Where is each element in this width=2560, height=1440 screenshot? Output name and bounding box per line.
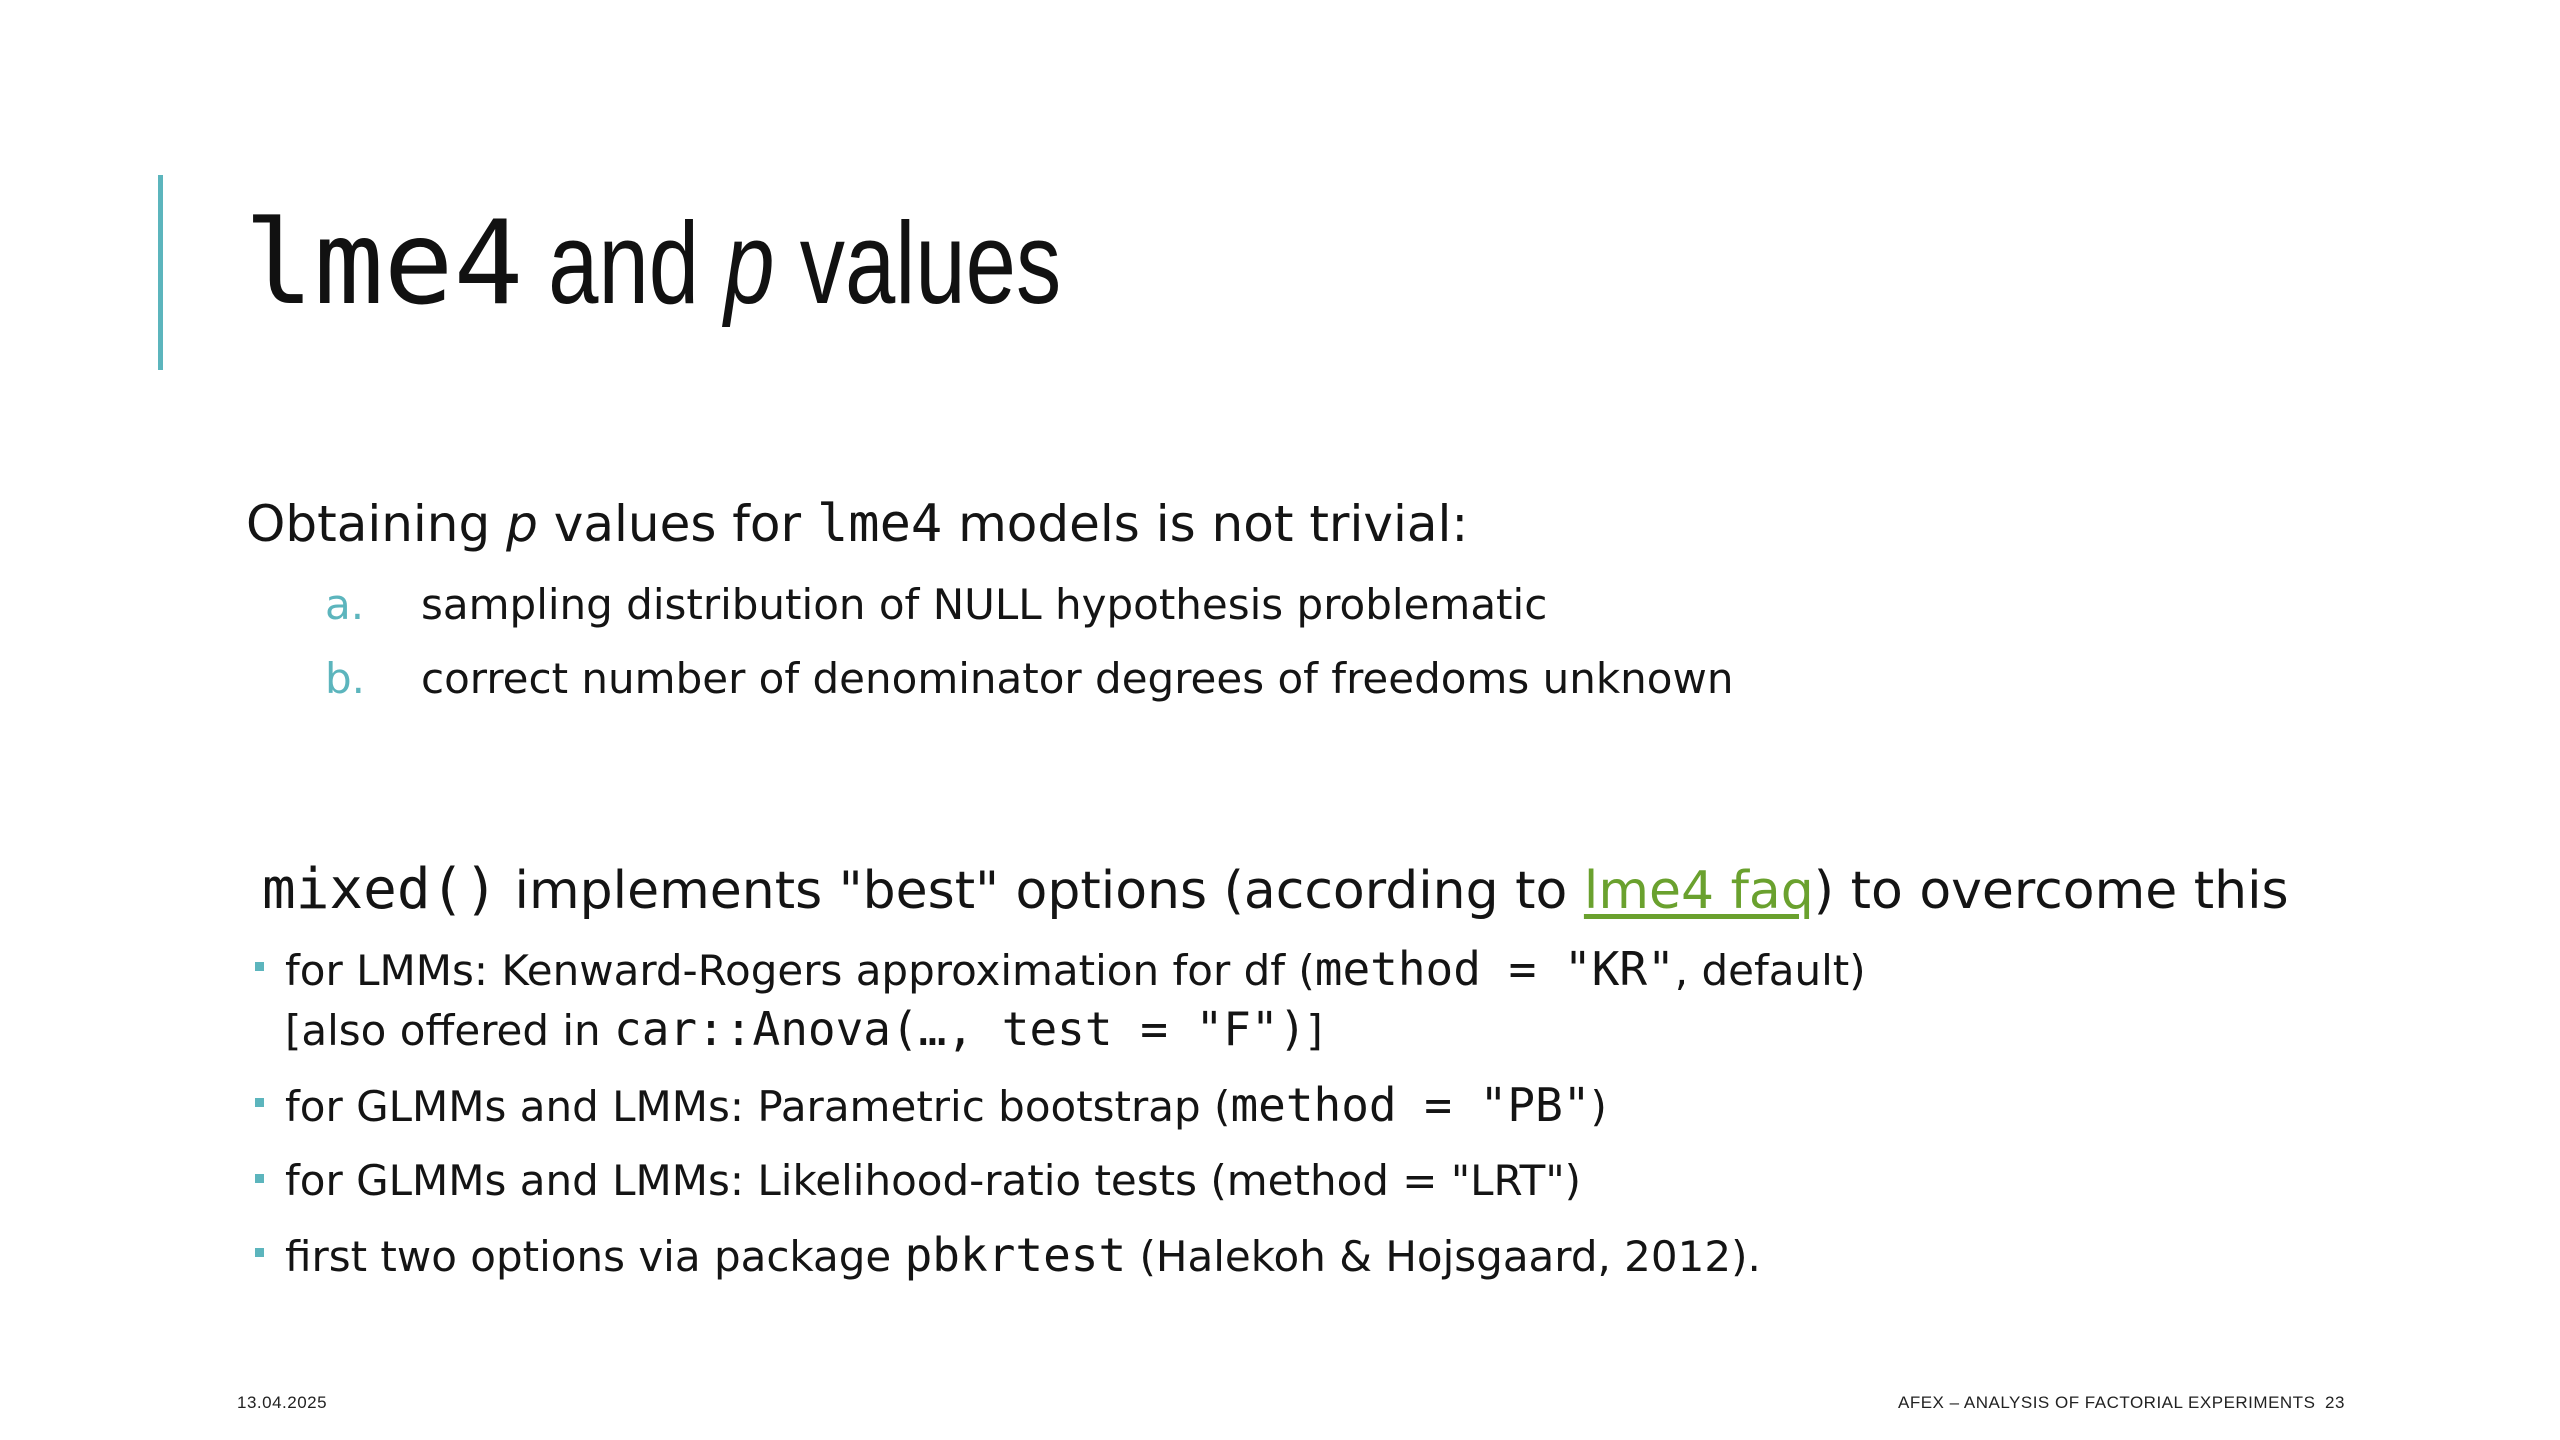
footer-date: 13.04.2025 (237, 1393, 328, 1412)
bullet-square-icon (255, 1174, 264, 1183)
list-marker: a. (325, 580, 365, 629)
slide-title (244, 196, 1213, 331)
section1-lead: Obtaining p values for lme4 models is not trivial: (246, 494, 1469, 554)
list-item: a. sampling distribution of NULL hypothesis problematic (325, 580, 1733, 654)
footer-title: AFEX – ANALYSIS OF FACTORIAL EXPERIMENTS (1898, 1393, 2316, 1412)
section2-lead: mixed() implements "best" options (according to lme4 faq) to overcome this (262, 857, 2289, 922)
title-accent-bar (158, 175, 163, 370)
list-item: first two options via package pbkrtest (Halekoh & Hojsgaard, 2012). (255, 1226, 1866, 1286)
list-item: for GLMMs and LMMs: Parametric bootstrap (method = "PB") (255, 1076, 1866, 1136)
inline-code: lme4 (816, 494, 943, 554)
bullet-square-icon (255, 1248, 264, 1257)
title-code: lme4 (244, 196, 524, 331)
list-item: for GLMMs and LMMs: Likelihood-ratio tests (method = "LRT") (255, 1152, 1866, 1210)
bullet-square-icon (255, 1098, 264, 1107)
list-item: b. correct number of denominator degrees of freedoms unknown (325, 654, 1733, 728)
problem-list (325, 580, 1733, 728)
lme4-faq-link[interactable]: lme4 faq (1583, 861, 1814, 921)
page-number: 23 (2325, 1393, 2345, 1412)
list-marker: b. (325, 654, 366, 703)
list-item: for LMMs: Kenward-Rogers approximation for df (method = "KR", default) [also offered in car::Anova(…, test = "F")] (255, 940, 1866, 1060)
options-list (255, 940, 1866, 1302)
bullet-square-icon (255, 962, 264, 971)
inline-code: mixed() (262, 857, 499, 922)
title-text: and p values (523, 198, 1062, 328)
